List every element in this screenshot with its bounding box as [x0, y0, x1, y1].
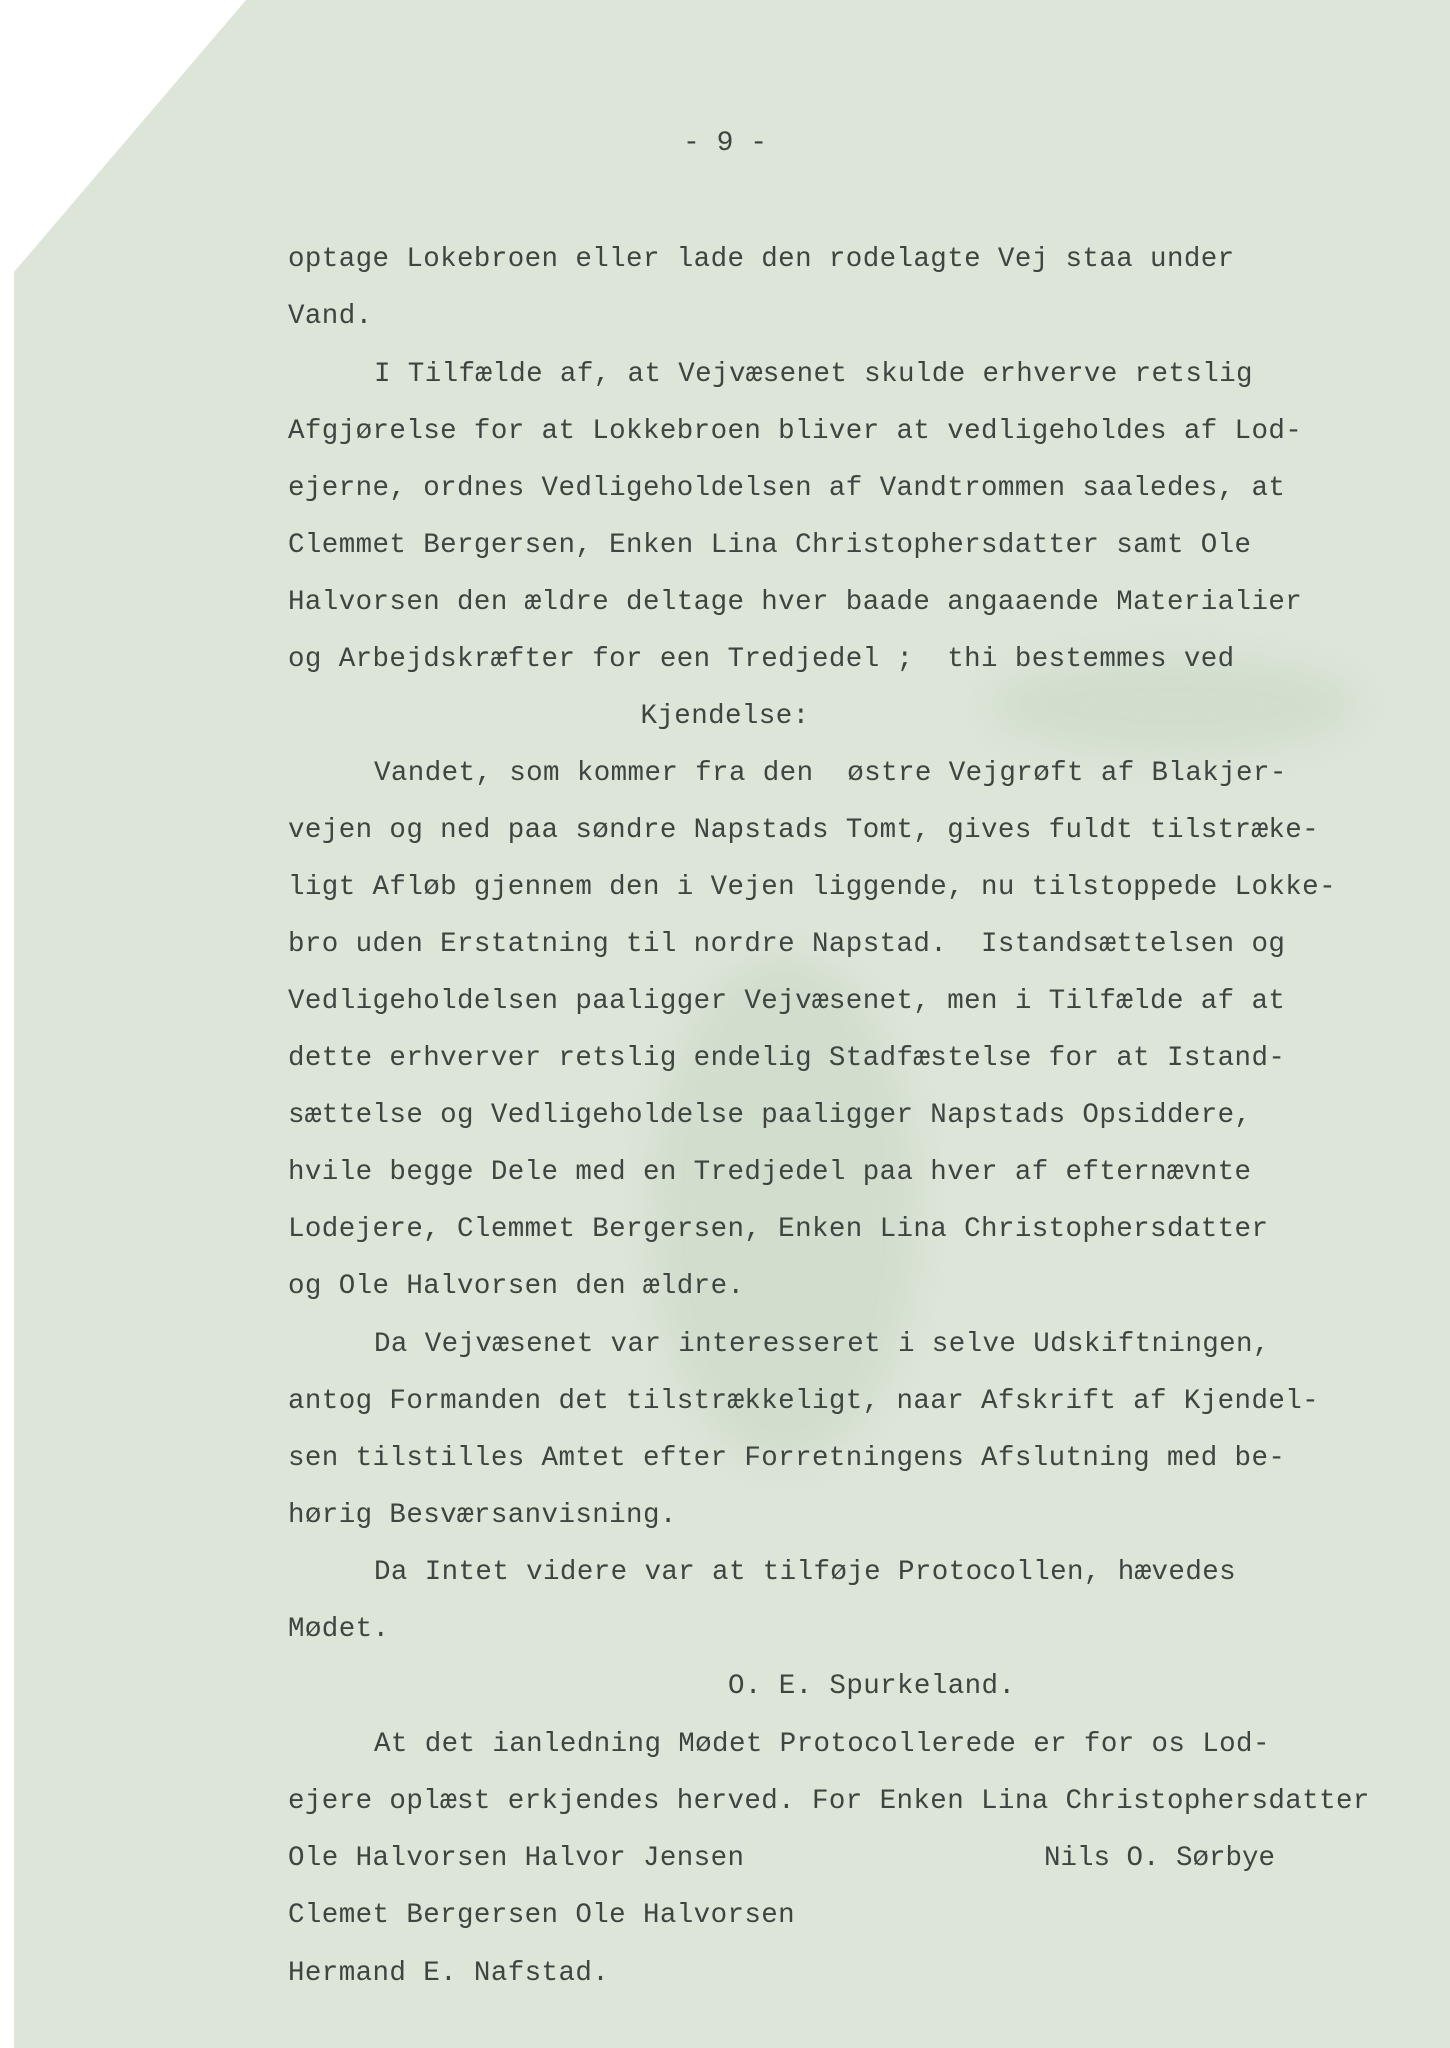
text-line: Vedligeholdelsen paaligger Vejvæsenet, men i Tilfælde af at	[288, 986, 1286, 1017]
text-line: ejerne, ordnes Vedligeholdelsen af Vandtrommen saaledes, at	[288, 473, 1286, 504]
text-line: ligt Afløb gjennem den i Vejen liggende, nu tilstoppede Lokke-	[288, 872, 1336, 903]
text-line: og Arbejdskræfter for een Tredjedel ; thi bestemmes ved	[288, 644, 1235, 675]
text-line: bro uden Erstatning til nordre Napstad. Istandsættelsen og	[288, 929, 1286, 960]
text-line: antog Formanden det tilstrækkeligt, naar Afskrift af Kjendel-	[288, 1386, 1320, 1417]
heading-kjendelse: Kjendelse:	[640, 701, 810, 732]
text-line: Mødet.	[288, 1614, 390, 1645]
text-line: ejere oplæst erkjendes herved. For Enken Lina Christophersdatter	[288, 1786, 1370, 1817]
text-line: Da Intet videre var at tilføje Protocollen, hævedes	[374, 1557, 1237, 1588]
text-line: Clemmet Bergersen, Enken Lina Christophersdatter samt Ole	[288, 530, 1252, 561]
text-line: hørig Besværsanvisning.	[288, 1500, 677, 1531]
signature-spurkeland: O. E. Spurkeland.	[728, 1671, 1016, 1702]
text-line: Halvorsen den ældre deltage hver baade angaaende Materialier	[288, 587, 1303, 618]
text-line: At det ianledning Mødet Protocollerede er for os Lod-	[374, 1729, 1270, 1760]
text-line: og Ole Halvorsen den ældre.	[288, 1271, 745, 1302]
signature-line: Hermand E. Nafstad.	[288, 1958, 610, 1989]
signature-sorbye: Nils O. Sørbye	[1044, 1843, 1276, 1874]
page-number: - 9 -	[682, 128, 767, 159]
text-line: Da Vejvæsenet var interesseret i selve Udskiftningen,	[374, 1329, 1270, 1360]
text-line: sen tilstilles Amtet efter Forretningens Afslutning med be-	[288, 1443, 1286, 1474]
text-line: Afgjørelse for at Lokkebroen bliver at vedligeholdes af Lod-	[288, 416, 1303, 447]
text-line: sættelse og Vedligeholdelse paaligger Napstads Opsiddere,	[288, 1100, 1252, 1131]
text-line: optage Lokebroen eller lade den rodelagte Vej staa under	[288, 244, 1235, 275]
signature-line: Ole Halvorsen Halvor Jensen	[288, 1843, 745, 1874]
text-line: I Tilfælde af, at Vejvæsenet skulde erhverve retslig	[374, 359, 1253, 390]
text-line: vejen og ned paa søndre Napstads Tomt, gives fuldt tilstræke-	[288, 815, 1320, 846]
text-line: dette erhverver retslig endelig Stadfæstelse for at Istand-	[288, 1043, 1286, 1074]
signature-line: Clemet Bergersen Ole Halvorsen	[288, 1900, 796, 1931]
text-line: Vand.	[288, 301, 373, 332]
text-line: Vandet, som kommer fra den østre Vejgrøft af Blakjer-	[374, 758, 1287, 789]
text-line: Lodejere, Clemmet Bergersen, Enken Lina Christophersdatter	[288, 1214, 1269, 1245]
text-line: hvile begge Dele med en Tredjedel paa hver af efternævnte	[288, 1157, 1252, 1188]
